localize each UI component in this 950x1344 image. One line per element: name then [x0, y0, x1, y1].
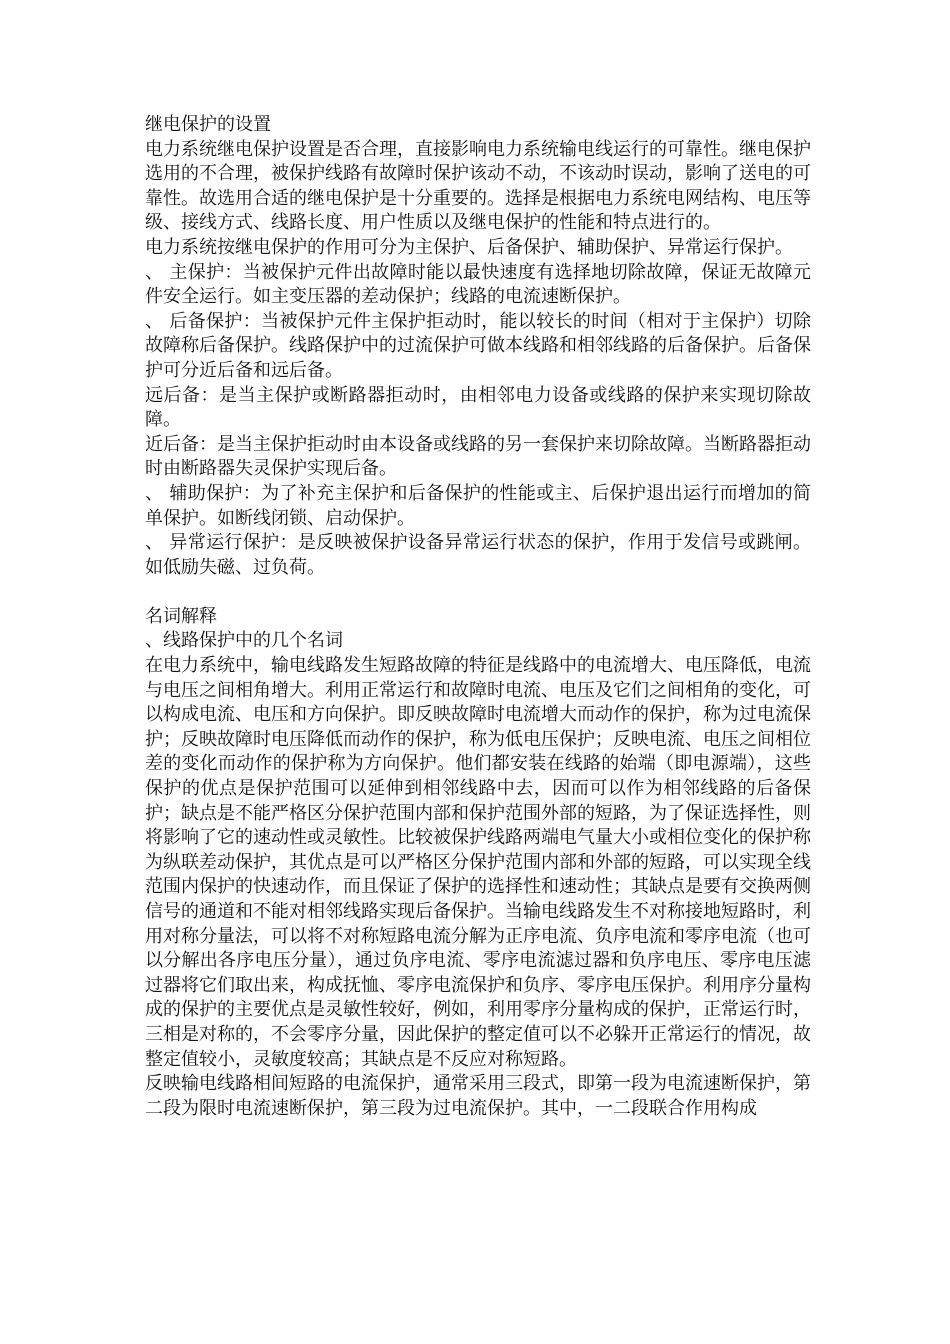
blank-line — [145, 580, 811, 605]
section-title-relay-protection-setup: 继电保护的设置 — [145, 114, 271, 135]
paragraph-protection-classification: 电力系统按继电保护的作用可分为主保护、后备保护、辅助保护、异常运行保护。 — [145, 236, 793, 258]
paragraph-line-protection-terms: 在电力系统中，输电线路发生短路故障的特征是线路中的电流增大、电压降低，电流与电压之间相角增大。利用正常运行和故障时电流、电压及它们之间相角的变化，可以构成电流、电压和方向保护。即反映故障时电流增大而动作的保护，称为过电流保护；反映故障时电压降低而动作的保护，称为低电压保护；反映电流、电压之间相位差的变化而动作的保护称为方向保护。他们都安装在线路的始端（即电源端），这些保护的优点是保护范围可以延伸到相邻线路中去，因而可以作为相邻线路的后备保护；缺点是不能严格区分保护范围内部和保护范围外部的短路，为了保证选择性，则将影响了它的速动性或灵敏性。比较被保护线路两端电气量大小或相位变化的保护称为纵联差动保护，其优点是可以严格区分保护范围内部和外部的短路，可以实现全线范围内保护的快速动作，而且保证了保护的选择性和速动性；其缺点是要有交换两侧信号的通道和不能对相邻线路实现后备保护。当输电线路发生不对称接地短路时，利用对称分量法，可以将不对称短路电流分解为正序电流、负序电流和零序电流（也可以分解出各序电压分量），通过负序电流、零序电流滤过器和负序电压、零序电压滤过器将它们取出来，构成抚恤、零序电流保护和负序、零序电压保护。利用序分量构成的保护的主要优点是灵敏性较好，例如，利用零序分量构成的保护，正常运行时，三相是对称的，不会零序分量，因此保护的整定值可以不必躲开正常运行的情况，故整定值较小，灵敏度较高；其缺点是不反应对称短路。 — [145, 655, 811, 1070]
paragraph-remote-backup: 远后备：是当主保护或断路器拒动时，由相邻电力设备或线路的保护来实现切除故障。 — [145, 384, 811, 431]
paragraph-three-stage-current-protection: 反映输电线路相间短路的电流保护，通常采用三段式，即第一段为电流速断保护，第二段为限时电流速断保护，第三段为过电流保护。其中，一二段联合作用构成 — [145, 1073, 811, 1119]
paragraph-auxiliary-protection: 、 辅助保护：为了补充主保护和后备保护的性能或主、后保护退出运行而增加的简单保护。如断线闭锁、启动保护。 — [145, 482, 811, 529]
paragraph-backup-protection: 、 后备保护：当被保护元件主保护拒动时，能以较长的时间（相对于主保护）切除故障称后备保护。线路保护中的过流保护可做本线路和相邻线路的后备保护。后备保护可分近后备和远后备。 — [145, 310, 811, 381]
paragraph-setup-importance: 电力系统继电保护设置是否合理，直接影响电力系统输电线运行的可靠性。继电保护选用的不合理，被保护线路有故障时保护该动不动，不该动时误动，影响了送电的可靠性。故选用合适的继电保护是十分重要的。选择是根据电力系统电网结构、电压等级、接线方式、线路长度、用户性质以及继电保护的性能和特点进行的。 — [145, 138, 811, 234]
paragraph-local-backup: 近后备：是当主保护拒动时由本设备或线路的另一套保护来切除故障。当断路器拒动时由断路器失灵保护实现后备。 — [145, 433, 811, 480]
document-page — [145, 113, 811, 1121]
subsection-title-line-protection-terms: 、线路保护中的几个名词 — [145, 630, 343, 652]
section-title-term-explanation: 名词解释 — [145, 605, 217, 627]
paragraph-abnormal-operation-protection: 、 异常运行保护：是反映被保护设备异常运行状态的保护，作用于发信号或跳闸。如低励失磁、过负荷。 — [145, 532, 811, 578]
paragraph-main-protection: 、 主保护：当被保护元件出故障时能以最快速度有选择地切除故障，保证无故障元件安全运行。如主变压器的差动保护；线路的电流速断保护。 — [145, 261, 811, 308]
